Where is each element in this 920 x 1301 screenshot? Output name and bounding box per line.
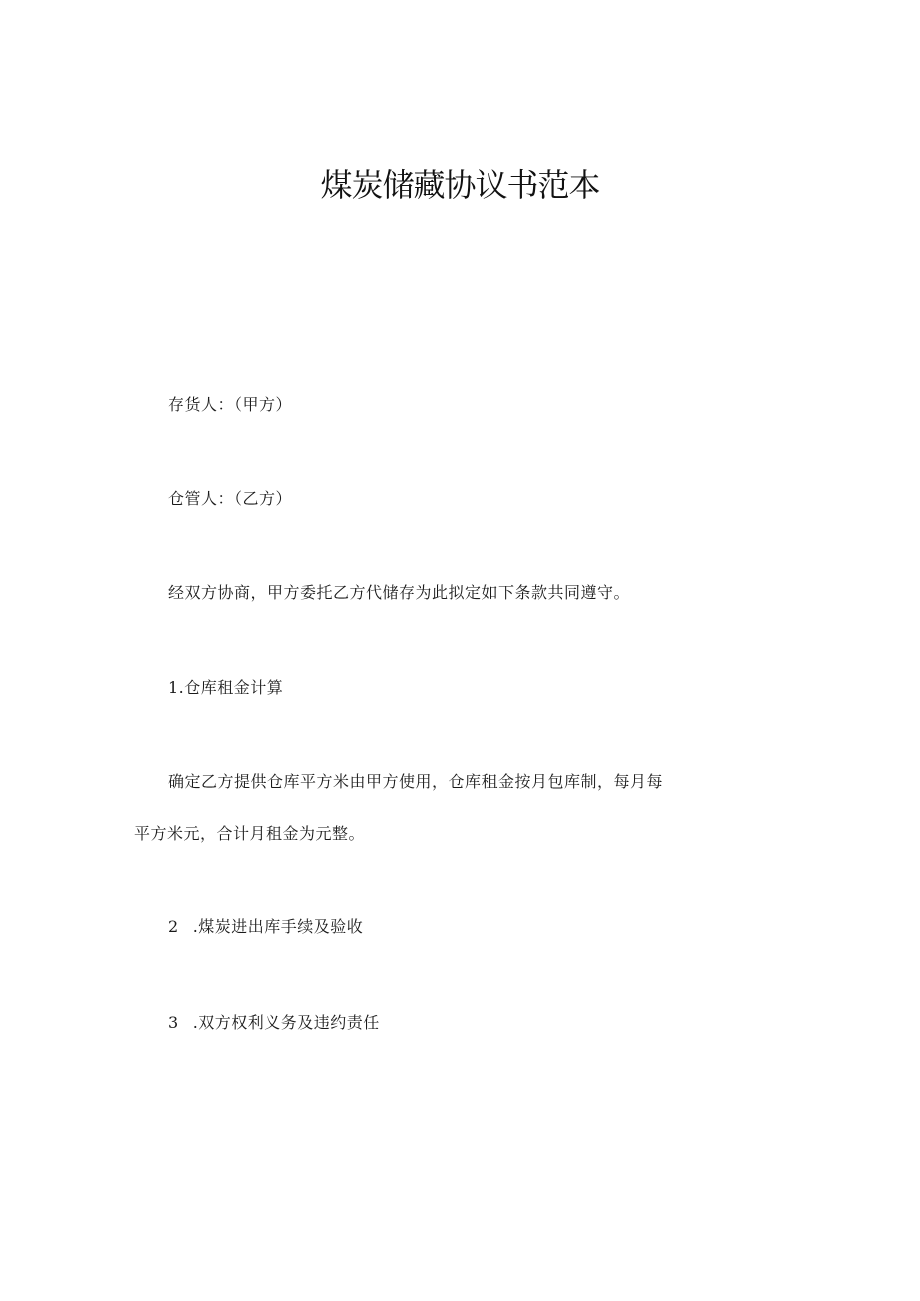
intro-paragraph: 经双方协商，甲方委托乙方代储存为此拟定如下条款共同遵守。 — [168, 583, 631, 602]
section-2-number: 2 — [168, 917, 179, 936]
section-2-heading — [168, 917, 363, 937]
party-b-line: 仓管人：（乙方） — [168, 489, 293, 508]
rent-paragraph-line-1: 确定乙方提供仓库平方米由甲方使用，仓库租金按月包库制，每月每 — [168, 772, 664, 791]
section-3-number: 3 — [168, 1013, 179, 1032]
document-title: 煤炭储藏协议书范本 — [320, 166, 600, 204]
section-3-heading — [168, 1013, 380, 1033]
party-a-line: 存货人：（甲方） — [168, 395, 293, 414]
section-2-title: .煤炭进出库手续及验收 — [192, 917, 364, 936]
rent-paragraph-line-2: 平方米元，合计月租金为元整。 — [134, 824, 366, 843]
section-1-heading: 1.仓库租金计算 — [168, 678, 284, 697]
section-3-title: .双方权利义务及违约责任 — [192, 1013, 380, 1032]
